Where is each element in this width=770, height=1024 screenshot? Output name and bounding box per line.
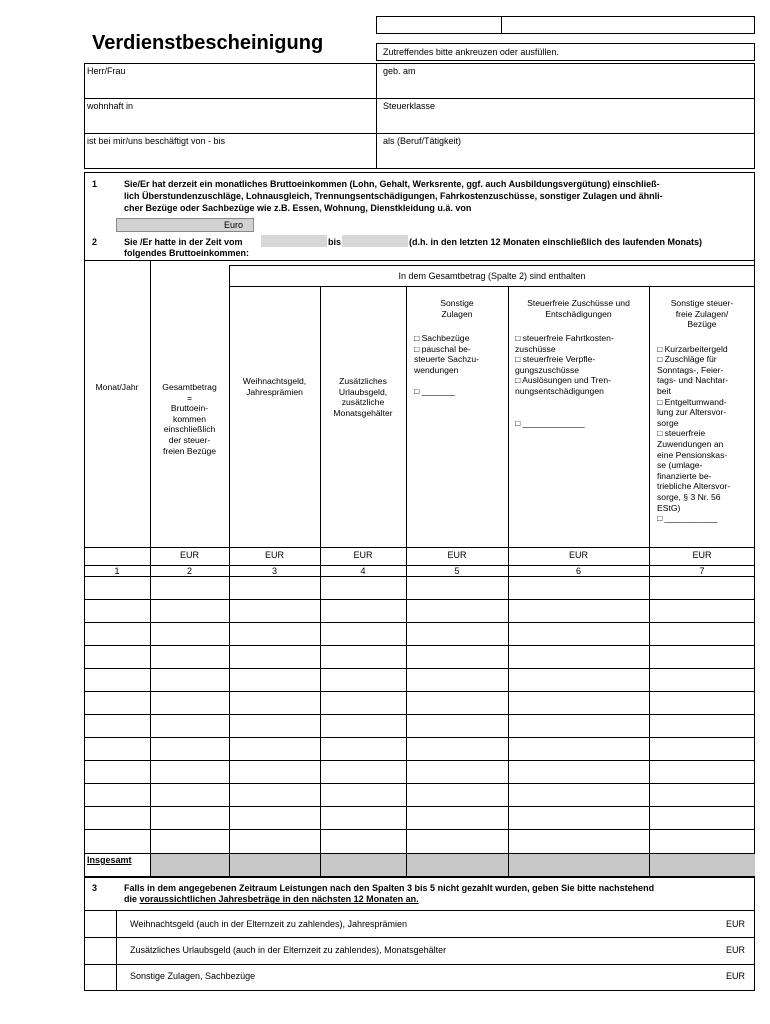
table-row — [84, 599, 755, 600]
table-row — [84, 737, 755, 738]
eur-col5: EUR — [447, 550, 467, 560]
top-box-right[interactable] — [501, 16, 755, 34]
eur-col7: EUR — [692, 550, 712, 560]
table-row — [84, 760, 755, 761]
table-row — [84, 829, 755, 830]
section3-row2-label: Zusätzliches Urlaubsgeld (auch in der Elternzeit zu zahlendes), Monatsgehälter — [130, 945, 447, 955]
col2-header: Gesamtbetrag = Bruttoein- kommen einschließlich der steuer- freien Bezüge — [162, 382, 217, 456]
section3-row3-unit: EUR — [726, 971, 746, 981]
herr-frau-field[interactable]: Herr/Frau — [87, 66, 126, 76]
steuerklasse-field[interactable]: Steuerklasse — [383, 101, 436, 111]
table-row — [84, 645, 755, 646]
table-row — [84, 622, 755, 623]
table-row — [84, 714, 755, 715]
section3-row1-label: Weihnachtsgeld (auch in der Elternzeit zu zahlendes), Jahresprämien — [130, 919, 407, 929]
section1-line3: cher Bezüge oder Sachbezüge wie z.B. Essen, Wohnung, Dienstkleidung u.ä. von — [124, 203, 472, 213]
col4-header: Zusätzliches Urlaubsgeld, zusätzliche Monatsgehälter — [333, 376, 393, 418]
section2-number: 2 — [92, 237, 98, 247]
colnum-1: 1 — [114, 566, 120, 576]
top-box-left[interactable] — [376, 16, 502, 34]
eur-col4: EUR — [353, 550, 373, 560]
colnum-3: 3 — [271, 566, 277, 576]
table-row — [84, 783, 755, 784]
section3-line2: die voraussichtlichen Jahresbeträge in den nächsten 12 Monaten an. — [124, 894, 419, 904]
col3-header: Weihnachtsgeld, Jahresprämien — [242, 376, 307, 397]
col7-options[interactable]: □ Kurzarbeitergeld □ Zuschläge für Sonntags-, Feier- tags- und Nachtar- beit □ Entgeltumwand- lung zur Altersvor- sorge □ steuerfreie Zuwendungen an eine Pensionskas- se (umlage- finanzierte be- triebliche Altersvor- sorge, § 3 Nr. 56 EStG) □ ___________ — [657, 343, 731, 524]
col5-header: Sonstige Zulagen — [440, 298, 474, 319]
section2-line2: folgendes Bruttoeinkommen: — [124, 248, 250, 258]
section2-post: (d.h. in den letzten 12 Monaten einschließlich des laufenden Monats) — [409, 237, 703, 247]
col5-options[interactable]: □ Sachbezüge □ pauschal be- steuerte Sachzu- wendungen □ _______ — [414, 333, 479, 396]
section1-line2: lich Überstundenzuschläge, Lohnausgleich, Trennungsentschädigungen, Fahrkostenzuschüsse, sonstiger Zulagen und ähnli- — [124, 191, 663, 201]
wohnhaft-field[interactable]: wohnhaft in — [87, 101, 134, 111]
section2-pre: Sie /Er hatte in der Zeit vom — [124, 237, 243, 247]
section3-row1-unit: EUR — [726, 919, 746, 929]
table-row — [84, 806, 755, 807]
col6-header: Steuerfreie Zuschüsse und Entschädigungen — [527, 298, 630, 319]
col6-options[interactable]: □ steuerfreie Fahrtkosten- zuschüsse □ steuerfreie Verpfle- gungszuschüsse □ Auslösungen und Tren- nungsentschädigungen □ _____________ — [515, 333, 614, 428]
section3-number: 3 — [92, 883, 98, 893]
eur-col3: EUR — [264, 550, 284, 560]
personal-data-block — [84, 63, 755, 169]
geb-am-field[interactable]: geb. am — [383, 66, 416, 76]
euro-label: Euro — [224, 220, 244, 230]
section3-row3-label: Sonstige Zulagen, Sachbezüge — [130, 971, 256, 981]
total-row-fill — [151, 854, 755, 876]
group-header: In dem Gesamtbetrag (Spalte 2) sind enthalten — [398, 271, 586, 281]
col7-header: Sonstige steuer- freie Zulagen/ Bezüge — [670, 298, 734, 330]
section3-row2-unit: EUR — [726, 945, 746, 955]
colnum-4: 4 — [360, 566, 366, 576]
section2-bis: bis — [328, 237, 342, 247]
colnum-7: 7 — [699, 566, 705, 576]
col1-header: Monat/Jahr — [95, 382, 139, 392]
page-title: Verdienstbescheinigung — [92, 32, 324, 54]
colnum-5: 5 — [454, 566, 460, 576]
colnum-6: 6 — [575, 566, 581, 576]
period-from-field[interactable] — [261, 235, 327, 247]
hint-text: Zutreffendes bitte ankreuzen oder ausfüllen. — [383, 47, 559, 57]
section1-number: 1 — [92, 179, 98, 189]
table-row — [84, 691, 755, 692]
section1-line1: Sie/Er hat derzeit ein monatliches Bruttoeinkommen (Lohn, Gehalt, Werksrente, ggf. auch Ausbildungsvergütung) einschließ- — [124, 179, 660, 189]
colnum-2: 2 — [186, 566, 192, 576]
eur-col2: EUR — [179, 550, 199, 560]
beruf-field[interactable]: als (Beruf/Tätigkeit) — [383, 136, 462, 146]
period-to-field[interactable] — [342, 235, 408, 247]
total-label: Insgesamt — [87, 855, 132, 865]
eur-col6: EUR — [568, 550, 588, 560]
beschaeftigt-field[interactable]: ist bei mir/uns beschäftigt von - bis — [87, 136, 226, 146]
table-row — [84, 668, 755, 669]
section3-line1: Falls in dem angegebenen Zeitraum Leistungen nach den Spalten 3 bis 5 nicht gezahlt wurden, geben Sie bitte nachstehend — [124, 883, 655, 893]
